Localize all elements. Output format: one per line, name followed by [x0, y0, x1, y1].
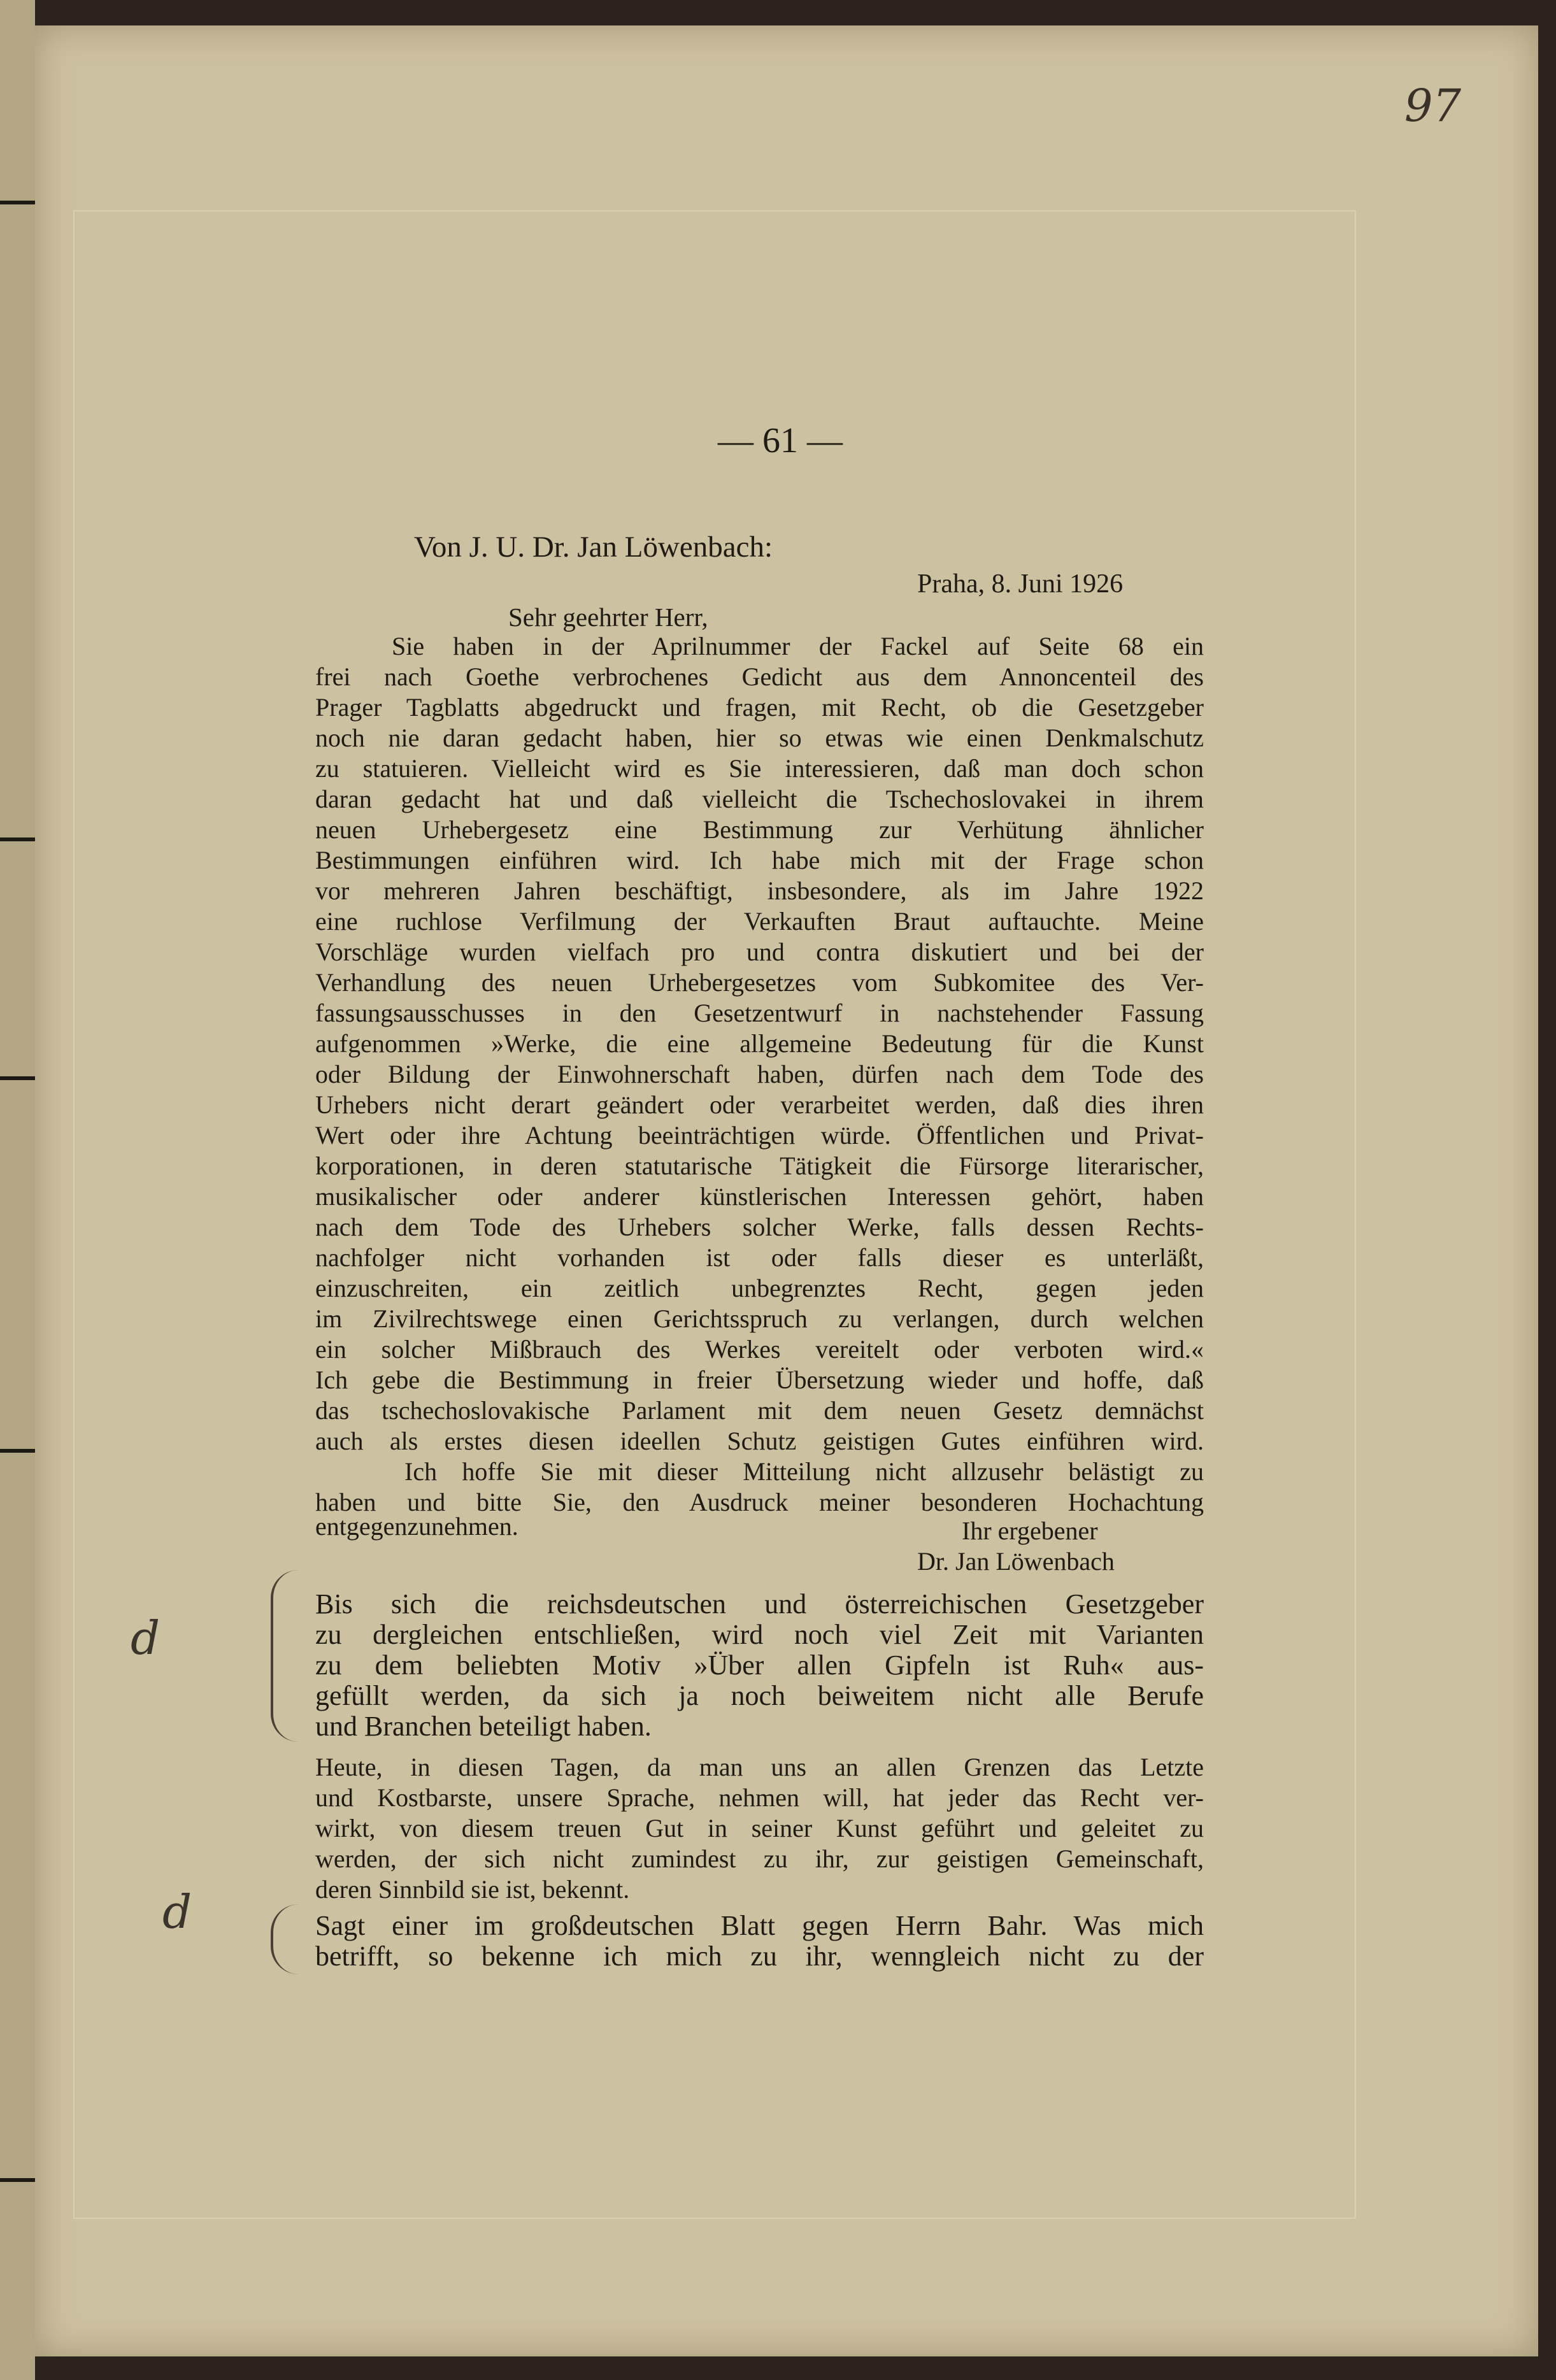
- letter-heading: Von J. U. Dr. Jan Löwenbach:: [414, 531, 773, 564]
- body-line: ein solcher Mißbrauch des Werkes vereitelt oder verboten wird.«: [315, 1335, 1204, 1364]
- letter-date: Praha, 8. Juni 1926: [917, 569, 1124, 599]
- commentary-line: und Kostbarste, unsere Sprache, nehmen will, hat jeder das Recht ver-: [315, 1783, 1204, 1812]
- page-number: — 61 —: [718, 421, 843, 460]
- body-line: haben und bitte Sie, den Ausdruck meiner besonderen Hochachtung: [315, 1488, 1204, 1516]
- body-line: Vorschläge wurden vielfach pro und contra diskutiert und bei der: [315, 937, 1204, 966]
- body-line: neuen Urhebergesetz eine Bestimmung zur Verhütung ähnlicher: [315, 815, 1204, 844]
- commentary-line: zu dergleichen entschließen, wird noch viel Zeit mit Varianten: [315, 1619, 1204, 1650]
- body-line: Wert oder ihre Achtung beeinträchtigen würde. Öffentlichen und Privat-: [315, 1121, 1204, 1150]
- margin-note: d: [131, 1611, 161, 1665]
- margin-bracket: [271, 1570, 299, 1742]
- body-line: daran gedacht hat und daß vielleicht die Tschechoslovakei in ihrem: [315, 785, 1204, 813]
- commentary-line: Heute, in diesen Tagen, da man uns an allen Grenzen das Letzte: [315, 1753, 1204, 1781]
- commentary-line: zu dem beliebten Motiv »Über allen Gipfeln ist Ruh« aus-: [315, 1650, 1204, 1681]
- handwritten-folio: 97: [1404, 80, 1462, 132]
- spine-mark: [0, 201, 35, 204]
- body-line: oder Bildung der Einwohnerschaft haben, dürfen nach dem Tode des: [315, 1060, 1204, 1088]
- body-line: musikalischer oder anderer künstlerischen Interessen gehört, haben: [315, 1182, 1204, 1211]
- spine-mark: [0, 2178, 35, 2182]
- body-line: Urhebers nicht derart geändert oder verarbeitet werden, daß dies ihren: [315, 1090, 1204, 1119]
- commentary-line: wirkt, von diesem treuen Gut in seiner Kunst geführt und geleitet zu: [315, 1814, 1204, 1842]
- spine-mark: [0, 1449, 35, 1453]
- letter-closing: Ihr ergebener: [962, 1516, 1098, 1545]
- body-line: vor mehreren Jahren beschäftigt, insbesondere, als im Jahre 1922: [315, 876, 1204, 905]
- body-line: Bestimmungen einführen wird. Ich habe mich mit der Frage schon: [315, 846, 1204, 874]
- body-line: frei nach Goethe verbrochenes Gedicht aus dem Annoncenteil des: [315, 662, 1204, 691]
- body-line: noch nie daran gedacht haben, hier so etwas wie einen Denkmalschutz: [315, 723, 1204, 752]
- commentary-line: Sagt einer im großdeutschen Blatt gegen Herrn Bahr. Was mich: [315, 1910, 1204, 1941]
- body-line: entgegenzunehmen.: [315, 1512, 518, 1541]
- body-line: Verhandlung des neuen Urhebergesetzes vom Subkomitee des Ver-: [315, 968, 1204, 997]
- spine-mark: [0, 837, 35, 841]
- commentary-line: deren Sinnbild sie ist, bekennt.: [315, 1875, 630, 1904]
- commentary-line: Bis sich die reichsdeutschen und österreichischen Gesetzgeber: [315, 1588, 1204, 1620]
- body-line: zu statuieren. Vielleicht wird es Sie interessieren, daß man doch schon: [315, 754, 1204, 783]
- body-line: Prager Tagblatts abgedruckt und fragen, mit Recht, ob die Gesetzgeber: [315, 693, 1204, 722]
- body-line: eine ruchlose Verfilmung der Verkauften Braut auftauchte. Meine: [315, 907, 1204, 936]
- body-line: nach dem Tode des Urhebers solcher Werke, falls dessen Rechts-: [315, 1213, 1204, 1241]
- commentary-line: werden, der sich nicht zumindest zu ihr, zur geistigen Gemeinschaft,: [315, 1844, 1204, 1873]
- body-line: Ich hoffe Sie mit dieser Mitteilung nicht allzusehr belästigt zu: [404, 1457, 1204, 1486]
- body-line: aufgenommen »Werke, die eine allgemeine Bedeutung für die Kunst: [315, 1029, 1204, 1058]
- body-line: fassungsausschusses in den Gesetzentwurf in nachstehender Fassung: [315, 999, 1204, 1027]
- body-line: Ich gebe die Bestimmung in freier Übersetzung wieder und hoffe, daß: [315, 1365, 1204, 1394]
- margin-note: d: [162, 1885, 192, 1939]
- spine-mark: [0, 1076, 35, 1080]
- body-line: das tschechoslovakische Parlament mit dem neuen Gesetz demnächst: [315, 1396, 1204, 1425]
- body-line: im Zivilrechtswege einen Gerichtsspruch zu verlangen, durch welchen: [315, 1304, 1204, 1333]
- body-line: nachfolger nicht vorhanden ist oder falls dieser es unterläßt,: [315, 1243, 1204, 1272]
- letter-salutation: Sehr geehrter Herr,: [508, 602, 708, 632]
- commentary-line: betrifft, so bekenne ich mich zu ihr, wenngleich nicht zu der: [315, 1941, 1204, 1972]
- body-line: korporationen, in deren statutarische Tätigkeit die Fürsorge literarischer,: [315, 1151, 1204, 1180]
- body-line: einzuschreiten, ein zeitlich unbegrenztes Recht, gegen jeden: [315, 1274, 1204, 1302]
- body-line: Sie haben in der Aprilnummer der Fackel auf Seite 68 ein: [392, 632, 1204, 660]
- commentary-line: gefüllt werden, da sich ja noch beiweitem nicht alle Berufe: [315, 1680, 1204, 1711]
- commentary-line: und Branchen beteiligt haben.: [315, 1711, 652, 1742]
- letter-signature: Dr. Jan Löwenbach: [917, 1547, 1115, 1576]
- body-line: auch als erstes diesen ideellen Schutz geistigen Gutes einführen wird.: [315, 1427, 1204, 1455]
- book-spine: [0, 0, 35, 2380]
